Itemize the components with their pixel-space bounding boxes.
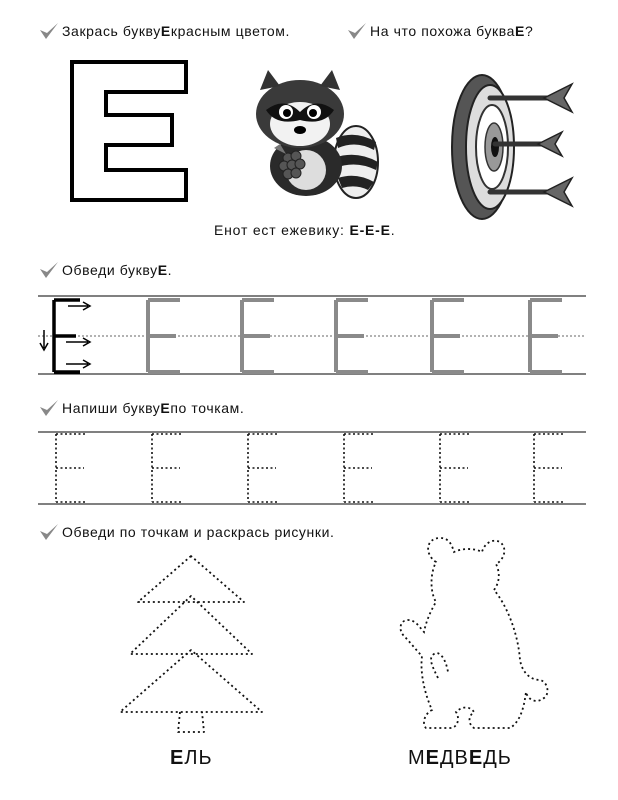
task-letter: Е <box>160 400 171 416</box>
task-text: Закрась букву <box>62 23 161 39</box>
task-text: ? <box>525 23 534 39</box>
target-with-arrows-illustration <box>444 72 578 222</box>
task-trace-letter <box>38 259 172 281</box>
checkmark-icon <box>38 259 60 281</box>
raccoon-illustration <box>244 70 384 200</box>
task-trace-pictures <box>38 521 335 543</box>
task-text: Обведи букву <box>62 262 158 278</box>
task-letter-resemblance <box>346 20 533 42</box>
task-text: Обведи по точкам и раскрась рисунки. <box>62 524 335 540</box>
dotted-letters-row[interactable] <box>36 428 588 508</box>
checkmark-icon <box>38 521 60 543</box>
caption-text: Енот ест ежевику: <box>214 222 350 238</box>
word-letter-e: Е <box>425 747 441 769</box>
raccoon-caption <box>214 222 395 238</box>
task-letter: Е <box>157 262 168 278</box>
task-text: красным цветом. <box>170 23 291 39</box>
word-letter-e: Е <box>468 747 484 769</box>
task-letter: Е <box>160 23 171 39</box>
word-letter-e: Е <box>170 747 185 769</box>
checkmark-icon <box>346 20 368 42</box>
task-text: . <box>167 262 173 278</box>
word-text: ДЬ <box>483 747 512 769</box>
word-bear <box>408 747 512 770</box>
word-fir <box>170 747 213 770</box>
caption-emphasis: Е-Е-Е <box>349 222 391 238</box>
outline-letter-e[interactable] <box>68 58 192 204</box>
task-letter: Е <box>515 23 525 39</box>
fir-tree-dotted-outline[interactable] <box>116 552 266 738</box>
word-text: М <box>408 747 426 769</box>
task-color-letter <box>38 20 290 42</box>
word-text: ДВ <box>440 747 469 769</box>
task-write-letter <box>38 397 244 419</box>
task-text: по точкам. <box>170 400 245 416</box>
bear-dotted-outline[interactable] <box>396 532 556 736</box>
task-text: Напиши букву <box>62 400 161 416</box>
trace-letters-row[interactable] <box>36 290 588 380</box>
caption-text: . <box>390 222 396 238</box>
checkmark-icon <box>38 397 60 419</box>
checkmark-icon <box>38 20 60 42</box>
task-text: На что похожа буква <box>370 23 516 39</box>
word-text: ЛЬ <box>184 747 213 769</box>
